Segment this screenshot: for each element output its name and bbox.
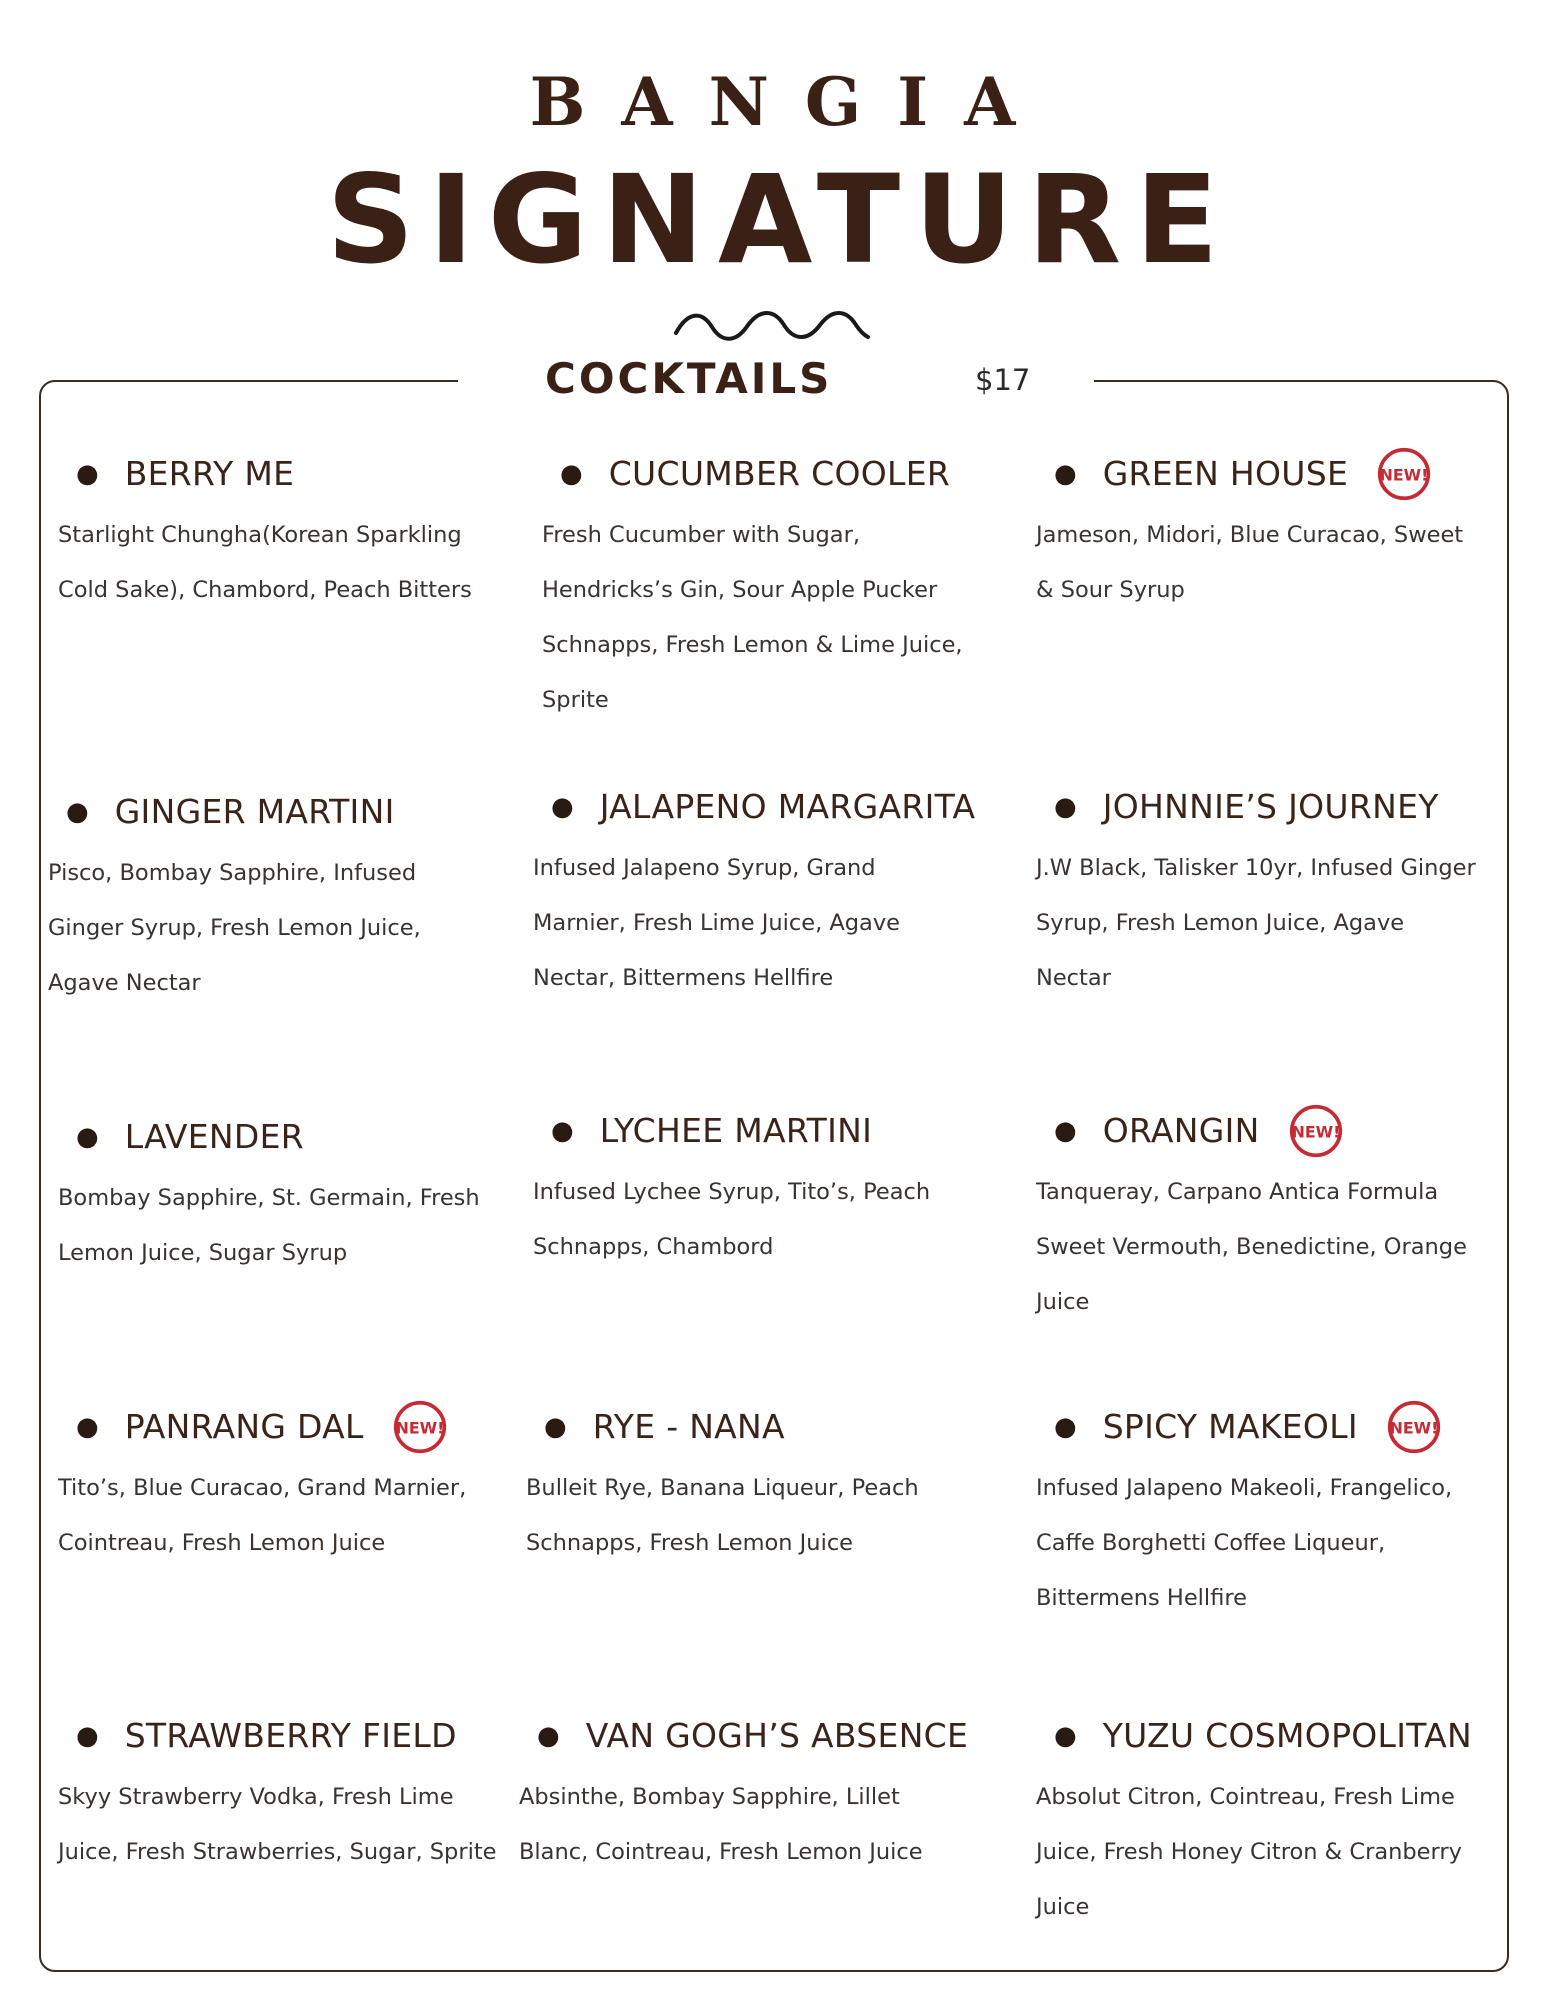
- cocktail-item: [1036, 1706, 1496, 1935]
- new-badge-text: NEW!: [1291, 1122, 1341, 1142]
- cocktail-name: JALAPENO MARGARITA: [599, 787, 976, 826]
- bullet-icon: ●: [76, 1721, 99, 1751]
- brand-name: BANGIA: [529, 63, 1052, 141]
- bullet-icon: ●: [1054, 1116, 1077, 1146]
- new-badge-icon: [1376, 446, 1432, 502]
- cocktail-description: Bombay Sapphire, St. Germain, Fresh Lemon Juice, Sugar Syrup: [58, 1185, 480, 1266]
- cocktail-name: STRAWBERRY FIELD: [124, 1716, 457, 1755]
- cocktail-description: Tito’s, Blue Curacao, Grand Marnier, Cointreau, Fresh Lemon Juice: [58, 1475, 467, 1556]
- page-title: SIGNATURE: [326, 149, 1233, 291]
- cocktail-name: GREEN HOUSE: [1102, 454, 1349, 493]
- cocktail-item: [58, 444, 518, 618]
- cocktail-item: [533, 777, 993, 1006]
- cocktail-item: [1036, 1397, 1496, 1626]
- cocktail-name: JOHNNIE’S JOURNEY: [1102, 787, 1439, 826]
- cocktail-description: Bulleit Rye, Banana Liqueur, Peach Schnapps, Fresh Lemon Juice: [526, 1475, 919, 1556]
- cocktail-description: Skyy Strawberry Vodka, Fresh Lime Juice, Fresh Strawberries, Sugar, Sprite: [58, 1784, 497, 1865]
- bullet-icon: ●: [1054, 459, 1077, 489]
- cocktail-item: [1036, 777, 1496, 1006]
- bullet-icon: ●: [560, 459, 583, 489]
- new-badge-text: NEW!: [1379, 465, 1429, 485]
- cocktail-item: [1036, 1101, 1496, 1330]
- section-title: COCKTAILS: [545, 354, 833, 403]
- cocktail-item: [48, 782, 508, 1011]
- cocktail-name: YUZU COSMOPOLITAN: [1102, 1716, 1473, 1755]
- bullet-icon: ●: [537, 1721, 560, 1751]
- cocktail-name: RYE - NANA: [592, 1407, 785, 1446]
- cocktail-description: Starlight Chungha(Korean Sparkling Cold Sake), Chambord, Peach Bitters: [58, 522, 472, 603]
- new-badge-icon: [1288, 1103, 1344, 1159]
- cocktail-name: BERRY ME: [124, 454, 295, 493]
- cocktail-description: Absinthe, Bombay Sapphire, Lillet Blanc, Cointreau, Fresh Lemon Juice: [519, 1784, 923, 1865]
- bullet-icon: ●: [76, 1122, 99, 1152]
- cocktail-item: [533, 1101, 993, 1275]
- cocktail-description: Fresh Cucumber with Sugar, Hendricks’s Gin, Sour Apple Pucker Schnapps, Fresh Lemon & Lime Juice, Sprite: [542, 522, 963, 713]
- bullet-icon: ●: [551, 792, 574, 822]
- new-badge-icon: [392, 1399, 448, 1455]
- cocktail-description: Infused Lychee Syrup, Tito’s, Peach Schnapps, Chambord: [533, 1179, 931, 1260]
- cocktail-name: LAVENDER: [124, 1117, 304, 1156]
- cocktail-description: Infused Jalapeno Makeoli, Frangelico, Caffe Borghetti Coffee Liqueur, Bittermens Hellfire: [1036, 1475, 1453, 1611]
- bullet-icon: ●: [1054, 792, 1077, 822]
- cocktail-name: VAN GOGH’S ABSENCE: [585, 1716, 969, 1755]
- bullet-icon: ●: [1054, 1412, 1077, 1442]
- bullet-icon: ●: [551, 1116, 574, 1146]
- cocktail-item: [526, 1397, 986, 1571]
- cocktail-item: [1036, 444, 1496, 618]
- cocktail-description: J.W Black, Talisker 10yr, Infused Ginger Syrup, Fresh Lemon Juice, Agave Nectar: [1036, 855, 1476, 991]
- price-label: $17: [975, 363, 1031, 397]
- cocktail-description: Infused Jalapeno Syrup, Grand Marnier, Fresh Lime Juice, Agave Nectar, Bittermens Hellfire: [533, 855, 900, 991]
- cocktail-description: Tanqueray, Carpano Antica Formula Sweet Vermouth, Benedictine, Orange Juice: [1036, 1179, 1467, 1315]
- cocktail-name: PANRANG DAL: [124, 1407, 364, 1446]
- cocktail-name: SPICY MAKEOLI: [1102, 1407, 1358, 1446]
- new-badge-text: NEW!: [1389, 1418, 1439, 1438]
- cocktail-item: [519, 1706, 979, 1880]
- cocktail-name: CUCUMBER COOLER: [608, 454, 951, 493]
- cocktail-item: [58, 1397, 518, 1571]
- new-badge-text: NEW!: [395, 1418, 445, 1438]
- cocktail-item: [58, 1706, 518, 1880]
- new-badge-icon: [1386, 1399, 1442, 1455]
- cocktail-item: [542, 444, 1002, 728]
- bullet-icon: ●: [1054, 1721, 1077, 1751]
- cocktail-name: LYCHEE MARTINI: [599, 1111, 873, 1150]
- bullet-icon: ●: [76, 459, 99, 489]
- bullet-icon: ●: [66, 797, 89, 827]
- wave-divider-icon: [672, 305, 872, 345]
- bullet-icon: ●: [76, 1412, 99, 1442]
- cocktail-name: ORANGIN: [1102, 1111, 1260, 1150]
- cocktail-name: GINGER MARTINI: [114, 792, 395, 831]
- cocktail-description: Jameson, Midori, Blue Curacao, Sweet & Sour Syrup: [1036, 522, 1464, 603]
- cocktail-item: [58, 1107, 518, 1281]
- cocktail-description: Pisco, Bombay Sapphire, Infused Ginger Syrup, Fresh Lemon Juice, Agave Nectar: [48, 860, 421, 996]
- cocktail-description: Absolut Citron, Cointreau, Fresh Lime Juice, Fresh Honey Citron & Cranberry Juice: [1036, 1784, 1462, 1920]
- bullet-icon: ●: [544, 1412, 567, 1442]
